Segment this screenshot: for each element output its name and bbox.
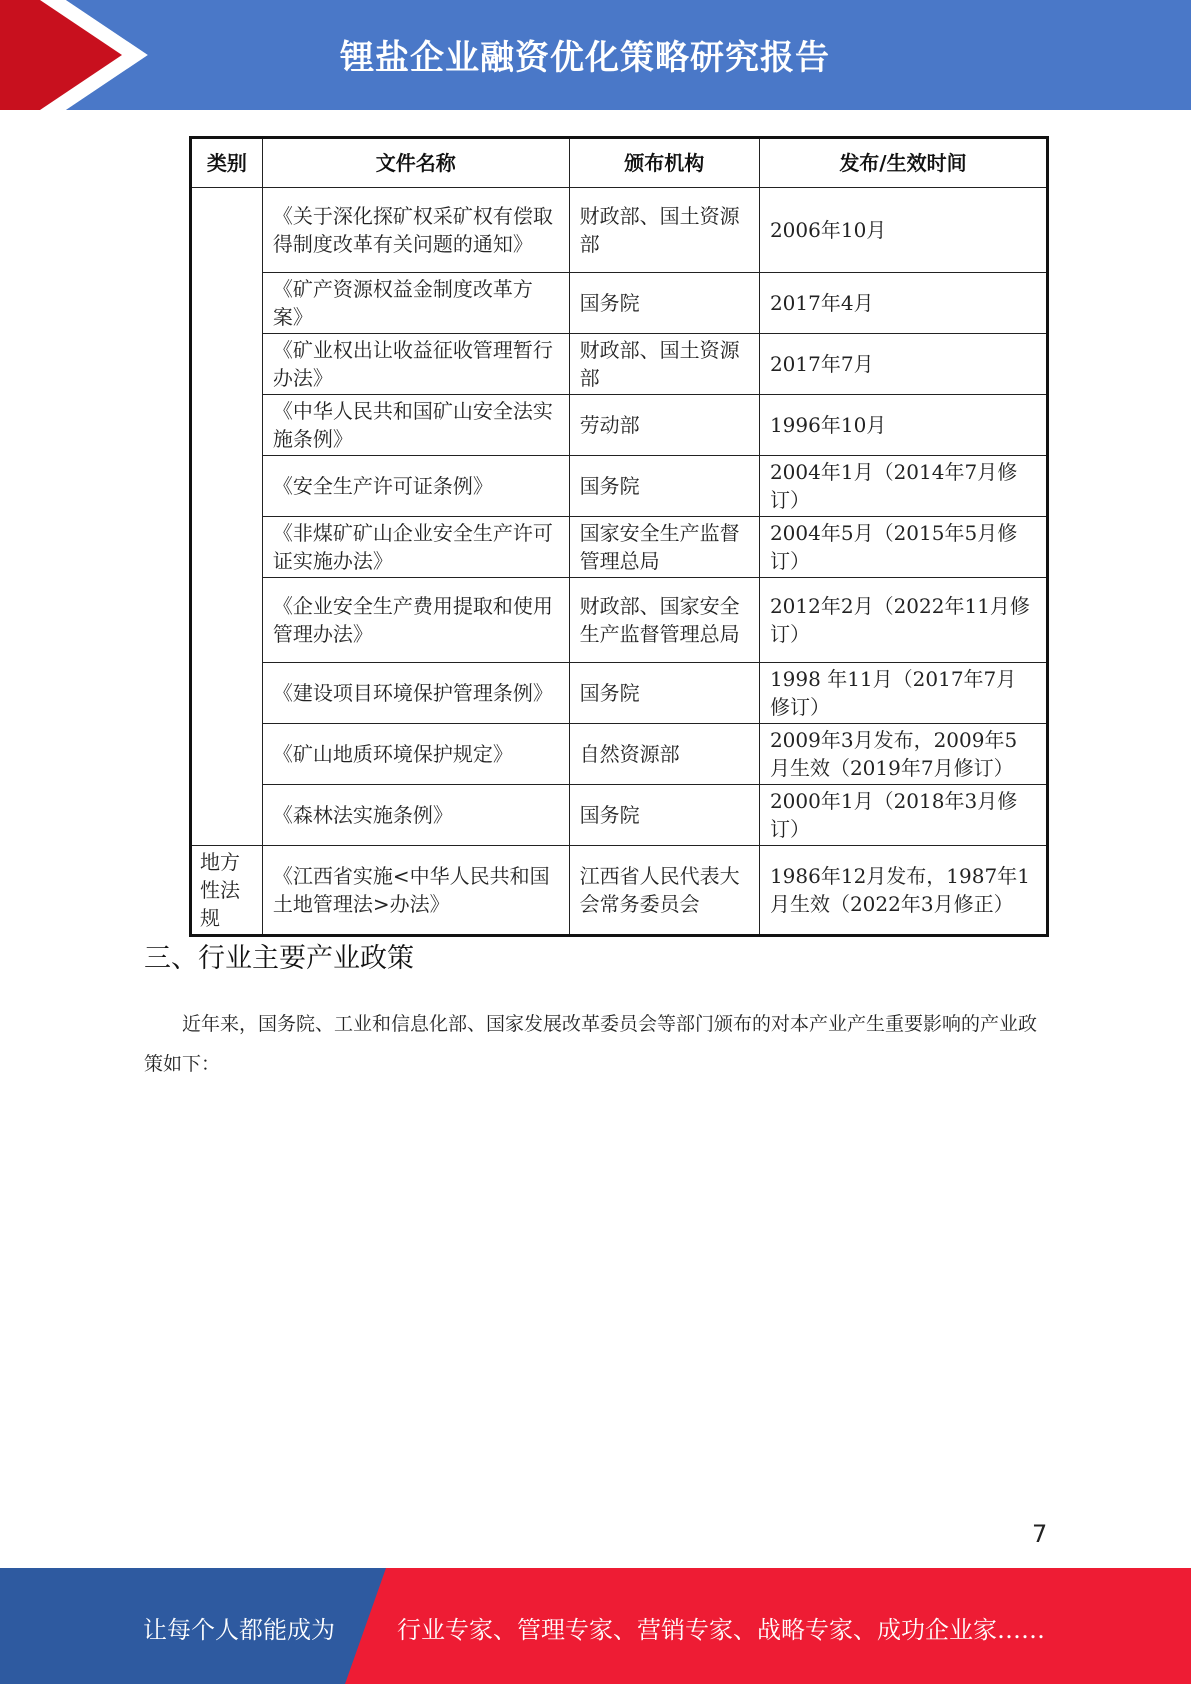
date-cell: 2004年1月（2014年7月修订） bbox=[759, 456, 1047, 517]
date-cell: 2000年1月（2018年3月修订） bbox=[759, 785, 1047, 846]
table-row bbox=[191, 663, 1048, 724]
table-row bbox=[191, 578, 1048, 663]
table-row bbox=[191, 517, 1048, 578]
page-number: 7 bbox=[1032, 1520, 1048, 1548]
date-cell: 2012年2月（2022年11月修订） bbox=[759, 578, 1047, 663]
header-chevron-decoration bbox=[0, 0, 160, 110]
date-cell: 2004年5月（2015年5月修订） bbox=[759, 517, 1047, 578]
document-name-cell: 《矿产资源权益金制度改革方案》 bbox=[262, 273, 569, 334]
document-name-cell: 《企业安全生产费用提取和使用管理办法》 bbox=[262, 578, 569, 663]
regulations-table bbox=[189, 136, 1049, 937]
document-name-cell: 《非煤矿矿山企业安全生产许可证实施办法》 bbox=[262, 517, 569, 578]
document-name-cell: 《中华人民共和国矿山安全法实施条例》 bbox=[262, 395, 569, 456]
table-row bbox=[191, 188, 1048, 273]
issuing-authority-cell: 国务院 bbox=[569, 273, 759, 334]
table-row bbox=[191, 395, 1048, 456]
issuing-authority-cell: 财政部、国土资源部 bbox=[569, 188, 759, 273]
document-name-cell: 《矿业权出让收益征收管理暂行办法》 bbox=[262, 334, 569, 395]
issuing-authority-cell: 江西省人民代表大会常务委员会 bbox=[569, 846, 759, 936]
date-cell: 2009年3月发布，2009年5月生效（2019年7月修订） bbox=[759, 724, 1047, 785]
issuing-authority-cell: 国务院 bbox=[569, 785, 759, 846]
date-cell: 1998 年11月（2017年7月修订） bbox=[759, 663, 1047, 724]
issuing-authority-cell: 国家安全生产监督管理总局 bbox=[569, 517, 759, 578]
section-heading: 三、行业主要产业政策 bbox=[144, 943, 414, 974]
issuing-authority-cell: 自然资源部 bbox=[569, 724, 759, 785]
table-row bbox=[191, 724, 1048, 785]
table-row bbox=[191, 456, 1048, 517]
page-footer bbox=[0, 1568, 1191, 1684]
date-cell: 2006年10月 bbox=[759, 188, 1047, 273]
table-header-row bbox=[191, 138, 1048, 188]
document-name-cell: 《建设项目环境保护管理条例》 bbox=[262, 663, 569, 724]
table-row bbox=[191, 273, 1048, 334]
header-title: 锂盐企业融资优化策略研究报告 bbox=[340, 38, 830, 78]
issuing-authority-cell: 国务院 bbox=[569, 456, 759, 517]
table-row bbox=[191, 334, 1048, 395]
document-name-cell: 《矿山地质环境保护规定》 bbox=[262, 724, 569, 785]
issuing-authority-cell: 劳动部 bbox=[569, 395, 759, 456]
issuing-authority-cell: 国务院 bbox=[569, 663, 759, 724]
document-name-cell: 《森林法实施条例》 bbox=[262, 785, 569, 846]
column-header-category: 类别 bbox=[191, 138, 263, 188]
category-cell-local-regulation: 地方性法规 bbox=[191, 846, 263, 936]
column-header-issuing-authority: 颁布机构 bbox=[569, 138, 759, 188]
document-name-cell: 《安全生产许可证条例》 bbox=[262, 456, 569, 517]
date-cell: 2017年7月 bbox=[759, 334, 1047, 395]
column-header-document-name: 文件名称 bbox=[262, 138, 569, 188]
date-cell: 1996年10月 bbox=[759, 395, 1047, 456]
document-name-cell: 《关于深化探矿权采矿权有偿取得制度改革有关问题的通知》 bbox=[262, 188, 569, 273]
table-row bbox=[191, 785, 1048, 846]
column-header-date: 发布/生效时间 bbox=[759, 138, 1047, 188]
footer-slogan-right: 行业专家、管理专家、营销专家、战略专家、成功企业家…… bbox=[397, 1616, 1045, 1644]
category-cell-empty bbox=[191, 188, 263, 846]
date-cell: 1986年12月发布，1987年1月生效（2022年3月修正） bbox=[759, 846, 1047, 936]
table-row bbox=[191, 846, 1048, 936]
issuing-authority-cell: 财政部、国家安全生产监督管理总局 bbox=[569, 578, 759, 663]
footer-slogan-left: 让每个人都能成为 bbox=[143, 1616, 335, 1644]
issuing-authority-cell: 财政部、国土资源部 bbox=[569, 334, 759, 395]
page-header bbox=[0, 0, 1191, 110]
document-name-cell: 《江西省实施<中华人民共和国土地管理法>办法》 bbox=[262, 846, 569, 936]
date-cell: 2017年4月 bbox=[759, 273, 1047, 334]
body-paragraph: 近年来，国务院、工业和信息化部、国家发展改革委员会等部门颁布的对本产业产生重要影响的产业政策如下： bbox=[144, 1013, 1038, 1075]
